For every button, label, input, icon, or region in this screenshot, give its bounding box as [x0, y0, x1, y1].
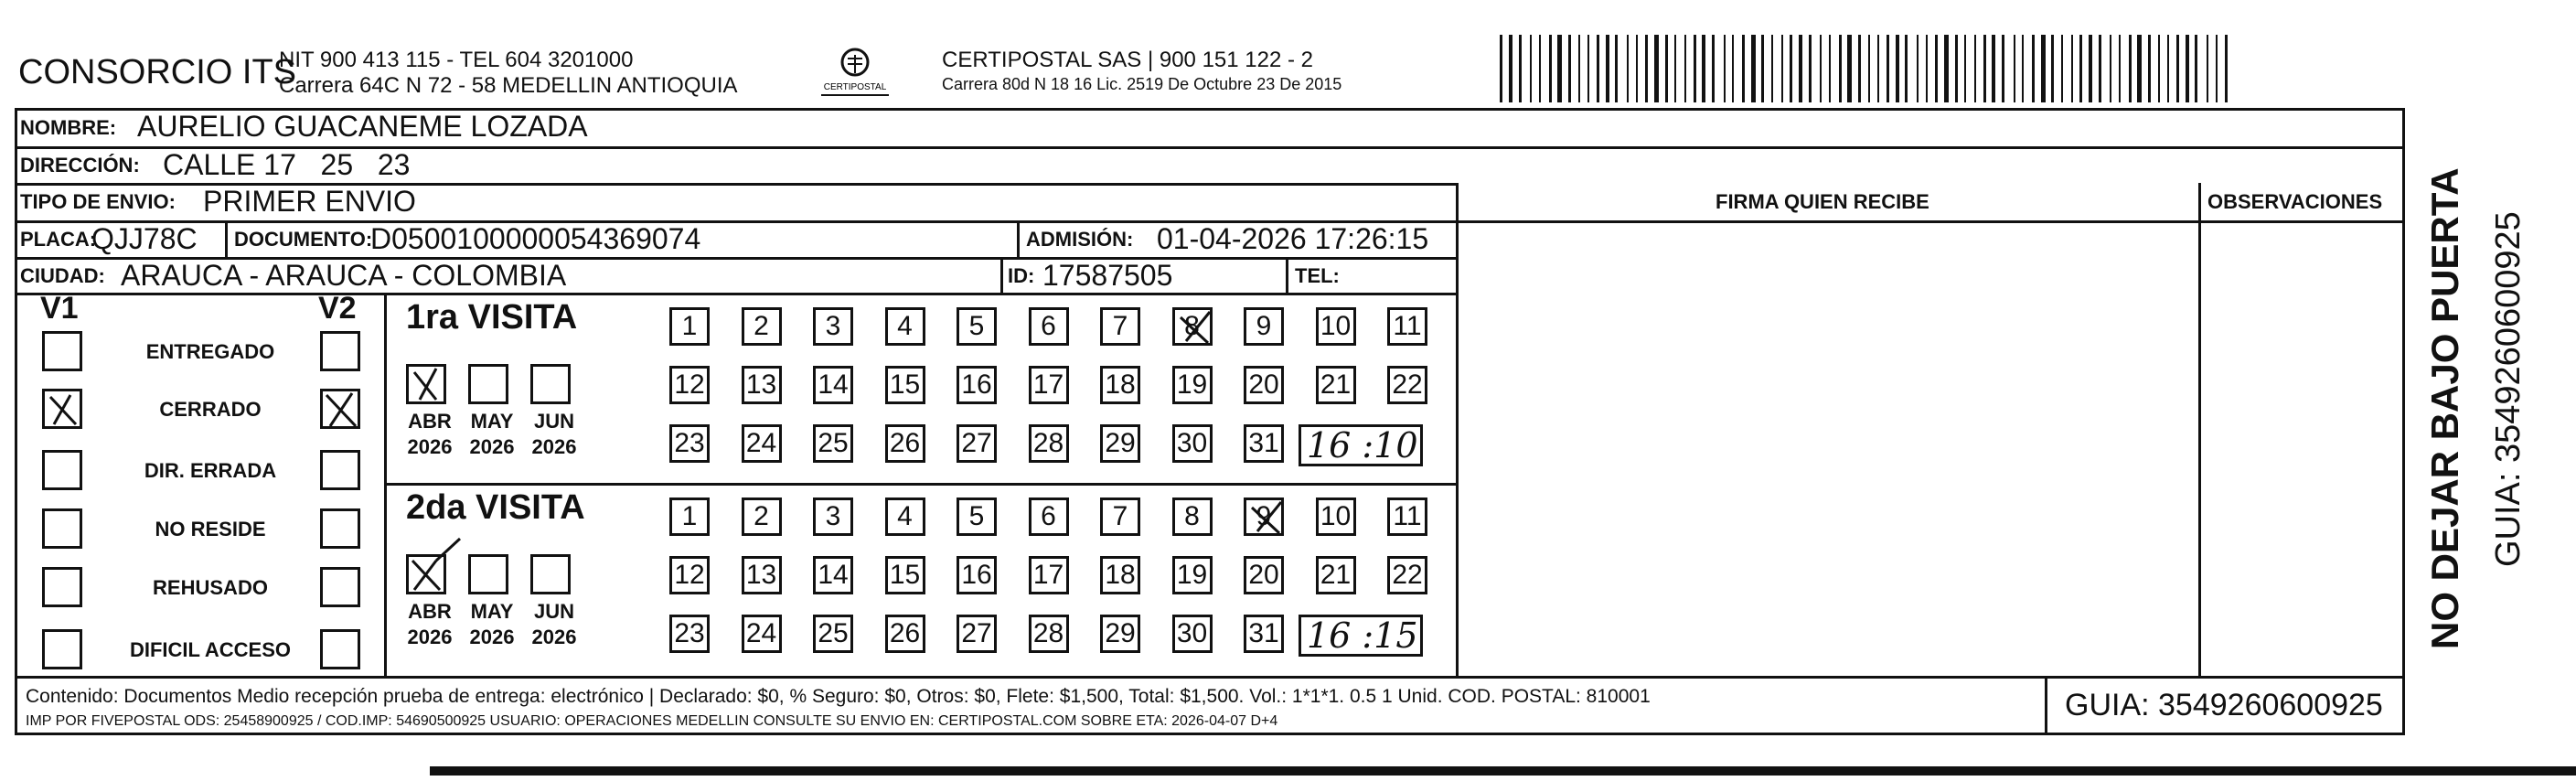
- id-label: ID:: [1008, 264, 1035, 287]
- month-label: JUN: [533, 600, 574, 623]
- day-number: 27: [961, 428, 992, 458]
- company-name: CONSORCIO ITS: [18, 53, 297, 91]
- nit-line: NIT 900 413 115 - TEL 604 3201000: [279, 48, 634, 72]
- visit-time-box[interactable]: [1299, 424, 1423, 466]
- day-box[interactable]: [669, 366, 710, 404]
- day-box[interactable]: [1100, 307, 1140, 346]
- visit-time-box[interactable]: [1299, 615, 1423, 657]
- visit-title: 1ra VISITA: [406, 298, 578, 337]
- day-box[interactable]: [669, 615, 710, 653]
- day-box[interactable]: [885, 307, 925, 346]
- status-v1-checkbox[interactable]: [42, 331, 82, 371]
- day-number: 27: [961, 618, 992, 648]
- status-v2-checkbox[interactable]: [320, 389, 360, 429]
- day-number: 30: [1176, 618, 1208, 648]
- day-box[interactable]: [1387, 497, 1427, 536]
- direccion-value: CALLE 17 25 23: [163, 148, 411, 181]
- day-box[interactable]: [1316, 307, 1356, 346]
- month-checkbox[interactable]: [406, 554, 446, 594]
- day-number: 19: [1176, 369, 1208, 400]
- day-box[interactable]: [1387, 366, 1427, 404]
- documento-value: D0500100000054369074: [370, 222, 701, 255]
- day-number: 19: [1176, 560, 1208, 590]
- day-box[interactable]: [1172, 615, 1213, 653]
- side-guia: GUIA: 3549260600925: [2489, 211, 2528, 567]
- certipostal-line2: Carrera 80d N 18 16 Lic. 2519 De Octubre 23 De 2015: [942, 75, 1342, 93]
- day-number: 12: [674, 369, 705, 400]
- svg-text:CERTIPOSTAL: CERTIPOSTAL: [823, 82, 887, 92]
- status-option-label: DIR. ERRADA: [144, 459, 277, 482]
- day-number: 13: [745, 560, 777, 590]
- v2-label: V2: [318, 291, 357, 326]
- status-v1-checkbox[interactable]: [42, 389, 82, 429]
- day-box[interactable]: [1316, 497, 1356, 536]
- status-v1-checkbox[interactable]: [42, 508, 82, 549]
- year-label: 2026: [531, 626, 577, 648]
- day-number: 10: [1320, 311, 1352, 341]
- day-number: 29: [1105, 428, 1136, 458]
- day-number: 24: [745, 618, 777, 648]
- day-box[interactable]: [1244, 366, 1284, 404]
- year-label: 2026: [407, 435, 453, 458]
- day-box[interactable]: [957, 307, 997, 346]
- firma-label: FIRMA QUIEN RECIBE: [1716, 190, 1929, 213]
- day-box[interactable]: [885, 424, 925, 463]
- month-checkbox[interactable]: [468, 364, 508, 404]
- day-number: 20: [1248, 560, 1279, 590]
- status-v2-checkbox[interactable]: [320, 450, 360, 490]
- day-number: 10: [1320, 501, 1352, 531]
- day-box[interactable]: [742, 424, 782, 463]
- day-box[interactable]: [1244, 556, 1284, 594]
- day-number: 14: [818, 560, 849, 590]
- day-box[interactable]: [813, 615, 853, 653]
- day-box[interactable]: [1172, 366, 1213, 404]
- day-box[interactable]: [813, 556, 853, 594]
- visit-time: 16 :10: [1307, 425, 1418, 465]
- month-checkbox[interactable]: [530, 554, 571, 594]
- day-number: 29: [1105, 618, 1136, 648]
- year-label: 2026: [407, 626, 453, 648]
- day-number: 9: [1256, 501, 1272, 531]
- day-number: 20: [1248, 369, 1279, 400]
- placa-label: PLACA:: [20, 228, 97, 251]
- status-v2-checkbox[interactable]: [320, 629, 360, 669]
- day-number: 25: [818, 618, 849, 648]
- tipo-envio-value: PRIMER ENVIO: [203, 185, 416, 218]
- day-box[interactable]: [669, 307, 710, 346]
- status-v2-checkbox[interactable]: [320, 508, 360, 549]
- day-box[interactable]: [1244, 307, 1284, 346]
- status-option-label: DIFICIL ACCESO: [129, 638, 291, 661]
- day-number: 31: [1248, 428, 1279, 458]
- status-option-label: CERRADO: [159, 398, 262, 421]
- day-box[interactable]: [1029, 307, 1069, 346]
- day-number: 28: [1032, 428, 1064, 458]
- day-number: 1: [681, 311, 698, 341]
- day-number: 12: [674, 560, 705, 590]
- day-number: 3: [825, 501, 841, 531]
- day-number: 23: [674, 618, 705, 648]
- day-number: 2: [754, 311, 769, 341]
- day-box[interactable]: [742, 497, 782, 536]
- day-box[interactable]: [1244, 497, 1284, 536]
- month-label: ABR: [408, 600, 452, 623]
- day-box[interactable]: [957, 497, 997, 536]
- day-number: 24: [745, 428, 777, 458]
- month-checkbox[interactable]: [530, 364, 571, 404]
- day-box[interactable]: [1172, 424, 1213, 463]
- year-label: 2026: [469, 435, 515, 458]
- day-number: 7: [1112, 311, 1128, 341]
- day-number: 4: [897, 501, 913, 531]
- day-box[interactable]: [1172, 497, 1213, 536]
- day-box[interactable]: [742, 556, 782, 594]
- day-box[interactable]: [885, 497, 925, 536]
- month-checkbox[interactable]: [406, 364, 446, 404]
- day-box[interactable]: [1387, 307, 1427, 346]
- day-number: 14: [818, 369, 849, 400]
- day-number: 11: [1393, 311, 1422, 341]
- certipostal-line1: CERTIPOSTAL SAS | 900 151 122 - 2: [942, 48, 1313, 72]
- barcode: [1500, 35, 2231, 102]
- month-label: ABR: [408, 410, 452, 433]
- day-number: 16: [961, 560, 992, 590]
- no-dejar-bajo-puerta: NO DEJAR BAJO PUERTA: [2423, 167, 2466, 649]
- day-box[interactable]: [1100, 424, 1140, 463]
- contenido-text: Contenido: Documentos Medio recepción prueba de entrega: electrónico | Declarado: $0, % Seguro: $0, Otros: $0, Flete: $1,500, Total: $1,500. Vol.: 1*1*1. 0.5 1 Unid. COD. POSTAL: 810001: [26, 686, 1651, 707]
- tipo-envio-label: TIPO DE ENVIO:: [20, 190, 176, 213]
- day-number: 5: [968, 311, 985, 341]
- certipostal-logo: [814, 44, 896, 102]
- admision-value: 01-04-2026 17:26:15: [1157, 222, 1429, 255]
- day-box[interactable]: [1029, 556, 1069, 594]
- day-number: 21: [1320, 369, 1352, 400]
- day-box[interactable]: [957, 366, 997, 404]
- day-box[interactable]: [885, 615, 925, 653]
- footer-guia: GUIA: 3549260600925: [2065, 688, 2383, 722]
- day-number: 8: [1184, 501, 1200, 531]
- day-box[interactable]: [1029, 615, 1069, 653]
- day-box[interactable]: [1387, 556, 1427, 594]
- day-number: 25: [818, 428, 849, 458]
- day-number: 17: [1032, 560, 1064, 590]
- day-box[interactable]: [669, 556, 710, 594]
- day-box[interactable]: [742, 615, 782, 653]
- observaciones-label: OBSERVACIONES: [2207, 190, 2383, 213]
- id-value: 17587505: [1042, 259, 1173, 292]
- day-number: 6: [1041, 501, 1056, 531]
- imp-text: IMP POR FIVEPOSTAL ODS: 25458900925 / COD.IMP: 54690500925 USUARIO: OPERACIONES MEDELLIN CONSULTE SU ENVIO EN: CERTIPOSTAL.COM SOBRE ETA: 2026-04-07 D+4: [26, 713, 1278, 729]
- placa-value: QJJ78C: [91, 222, 198, 255]
- status-v1-checkbox[interactable]: [42, 567, 82, 607]
- day-number: 3: [825, 311, 841, 341]
- day-box[interactable]: [1100, 366, 1140, 404]
- day-box[interactable]: [1172, 556, 1213, 594]
- day-number: 22: [1392, 369, 1423, 400]
- status-v1-checkbox[interactable]: [42, 450, 82, 490]
- ciudad-label: CIUDAD:: [20, 264, 105, 287]
- day-mark: [1246, 500, 1287, 539]
- nombre-label: NOMBRE:: [20, 116, 117, 139]
- day-box[interactable]: [957, 424, 997, 463]
- day-mark: [1175, 310, 1215, 348]
- status-v1-checkbox[interactable]: [42, 629, 82, 669]
- day-box[interactable]: [813, 424, 853, 463]
- ciudad-value: ARAUCA - ARAUCA - COLOMBIA: [121, 259, 567, 292]
- page-bottom-rule: [430, 766, 2576, 776]
- admision-label: ADMISIÓN:: [1026, 228, 1134, 251]
- day-box[interactable]: [742, 307, 782, 346]
- day-box[interactable]: [742, 366, 782, 404]
- day-number: 23: [674, 428, 705, 458]
- day-box[interactable]: [813, 366, 853, 404]
- tel-label: TEL:: [1295, 264, 1340, 287]
- day-number: 4: [897, 311, 913, 341]
- day-number: 17: [1032, 369, 1064, 400]
- visit-title: 2da VISITA: [406, 488, 585, 527]
- month-checkbox[interactable]: [468, 554, 508, 594]
- day-number: 7: [1112, 501, 1128, 531]
- day-number: 15: [889, 560, 921, 590]
- year-label: 2026: [469, 626, 515, 648]
- day-box[interactable]: [1316, 556, 1356, 594]
- day-box[interactable]: [1244, 615, 1284, 653]
- year-label: 2026: [531, 435, 577, 458]
- status-option-label: ENTREGADO: [145, 340, 275, 363]
- day-number: 30: [1176, 428, 1208, 458]
- day-number: 6: [1041, 311, 1056, 341]
- day-box[interactable]: [813, 497, 853, 536]
- day-number: 1: [681, 501, 698, 531]
- day-box[interactable]: [1316, 366, 1356, 404]
- day-number: 21: [1320, 560, 1352, 590]
- day-box[interactable]: [669, 424, 710, 463]
- day-box[interactable]: [957, 556, 997, 594]
- day-number: 13: [745, 369, 777, 400]
- status-v2-checkbox[interactable]: [320, 567, 360, 607]
- day-number: 18: [1105, 560, 1136, 590]
- day-number: 18: [1105, 369, 1136, 400]
- day-number: 2: [754, 501, 769, 531]
- day-box[interactable]: [669, 497, 710, 536]
- day-number: 8: [1184, 311, 1200, 341]
- day-box[interactable]: [885, 366, 925, 404]
- address-line: Carrera 64C N 72 - 58 MEDELLIN ANTIOQUIA: [279, 73, 738, 98]
- status-option-label: NO RESIDE: [155, 518, 266, 540]
- day-box[interactable]: [1029, 497, 1069, 536]
- day-box[interactable]: [957, 615, 997, 653]
- day-number: 22: [1392, 560, 1423, 590]
- month-label: JUN: [533, 410, 574, 433]
- day-box[interactable]: [813, 307, 853, 346]
- day-number: 5: [968, 501, 985, 531]
- day-number: 11: [1393, 501, 1422, 531]
- direccion-label: DIRECCIÓN:: [20, 154, 140, 177]
- day-box[interactable]: [1100, 497, 1140, 536]
- documento-label: DOCUMENTO:: [234, 228, 373, 251]
- day-number: 31: [1248, 618, 1279, 648]
- day-number: 9: [1256, 311, 1272, 341]
- status-option-label: REHUSADO: [153, 576, 268, 599]
- day-number: 15: [889, 369, 921, 400]
- month-label: MAY: [470, 410, 514, 433]
- day-box[interactable]: [885, 556, 925, 594]
- day-box[interactable]: [1029, 366, 1069, 404]
- visit-time: 16 :15: [1307, 615, 1418, 656]
- month-label: MAY: [470, 600, 514, 623]
- day-box[interactable]: [1100, 556, 1140, 594]
- day-number: 26: [889, 428, 921, 458]
- day-box[interactable]: [1172, 307, 1213, 346]
- day-box[interactable]: [1244, 424, 1284, 463]
- day-box[interactable]: [1100, 615, 1140, 653]
- nombre-value: AURELIO GUACANEME LOZADA: [137, 110, 588, 143]
- day-number: 28: [1032, 618, 1064, 648]
- status-v2-checkbox[interactable]: [320, 331, 360, 371]
- day-number: 16: [961, 369, 992, 400]
- v1-label: V1: [40, 291, 79, 326]
- day-number: 26: [889, 618, 921, 648]
- day-box[interactable]: [1029, 424, 1069, 463]
